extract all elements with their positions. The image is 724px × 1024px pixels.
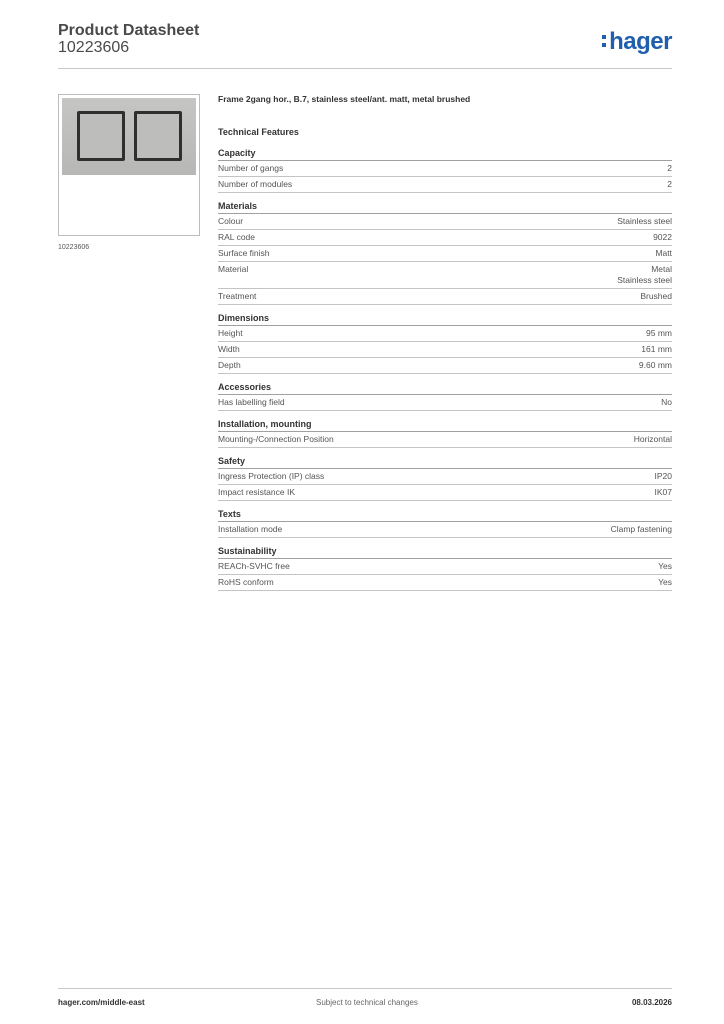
spec-group	[218, 201, 672, 305]
product-image	[62, 98, 196, 175]
logo-dots-icon	[602, 35, 607, 51]
spec-label: Height	[218, 328, 243, 338]
footer-date: 08.03.2026	[631, 998, 672, 1007]
spec-row	[218, 575, 672, 591]
spec-value	[640, 291, 672, 302]
spec-row	[218, 559, 672, 575]
spec-value-line: Stainless steel	[617, 216, 672, 226]
spec-value-line: IP20	[654, 471, 672, 481]
spec-value-line: 95 mm	[646, 328, 672, 338]
frame-opening-left	[77, 111, 125, 161]
spec-label: Mounting-/Connection Position	[218, 434, 334, 444]
spec-value	[641, 344, 672, 355]
document-title: Product Datasheet	[58, 22, 200, 39]
spec-value-line: 9022	[653, 232, 672, 242]
spec-value-line: Yes	[658, 577, 672, 587]
spec-row	[218, 469, 672, 485]
spec-value-line: Clamp fastening	[610, 524, 672, 534]
spec-value-line: Horizontal	[633, 434, 672, 444]
spec-group	[218, 456, 672, 501]
spec-value	[653, 232, 672, 243]
spec-value	[667, 179, 672, 190]
spec-row	[218, 214, 672, 230]
spec-label: Colour	[218, 216, 244, 226]
spec-group-title: Capacity	[218, 148, 672, 161]
spec-value-line: Matt	[655, 248, 672, 258]
spec-label: Surface finish	[218, 248, 270, 258]
spec-value-line: Brushed	[640, 291, 672, 301]
spec-row	[218, 395, 672, 411]
spec-row	[218, 432, 672, 448]
spec-value-line: No	[661, 397, 672, 407]
footer-website: hager.com/middle-east	[58, 998, 145, 1007]
spec-group	[218, 509, 672, 538]
hager-logo	[602, 28, 672, 56]
spec-value-line: 2	[667, 179, 672, 189]
spec-label: Width	[218, 344, 240, 354]
spec-row	[218, 485, 672, 501]
spec-row	[218, 246, 672, 262]
spec-group	[218, 148, 672, 193]
logo-text: hager	[609, 28, 672, 55]
spec-label: Treatment	[218, 291, 257, 301]
spec-value-line: 161 mm	[641, 344, 672, 354]
spec-row	[218, 289, 672, 305]
spec-value-line: Yes	[658, 561, 672, 571]
spec-value-line: IK07	[654, 487, 672, 497]
spec-value	[667, 163, 672, 174]
spec-label: REACh-SVHC free	[218, 561, 290, 571]
page-header	[58, 20, 672, 70]
spec-value	[639, 360, 672, 371]
spec-row	[218, 358, 672, 374]
spec-label: Number of gangs	[218, 163, 284, 173]
spec-label: Depth	[218, 360, 241, 370]
spec-group	[218, 419, 672, 448]
spec-value-line: Stainless steel	[617, 275, 672, 285]
spec-value	[655, 471, 673, 482]
frame-opening-right	[134, 111, 182, 161]
product-image-caption: 10223606	[58, 244, 90, 251]
spec-row	[218, 326, 672, 342]
spec-group	[218, 382, 672, 411]
spec-value-line: Metal	[651, 264, 672, 274]
spec-groups	[218, 148, 672, 591]
spec-row	[218, 161, 672, 177]
spec-value	[617, 216, 672, 227]
spec-value	[646, 328, 672, 339]
spec-value	[611, 524, 672, 535]
spec-group-title: Texts	[218, 509, 672, 522]
spec-label: Material	[218, 264, 249, 274]
spec-group-title: Dimensions	[218, 313, 672, 326]
spec-label: RAL code	[218, 232, 256, 242]
footer-divider	[58, 988, 672, 989]
spec-value-line: 9.60 mm	[638, 360, 672, 370]
spec-value	[658, 561, 672, 572]
spec-row	[218, 230, 672, 246]
header-divider	[58, 68, 672, 69]
spec-label: Number of modules	[218, 179, 293, 189]
spec-value	[661, 397, 672, 408]
spec-row	[218, 522, 672, 538]
spec-row	[218, 262, 672, 289]
spec-group	[218, 313, 672, 374]
spec-group-title: Materials	[218, 201, 672, 214]
spec-value	[655, 487, 673, 498]
spec-label: Installation mode	[218, 524, 283, 534]
spec-content	[218, 94, 672, 599]
technical-features-heading: Technical Features	[218, 127, 299, 137]
document-number: 10223606	[58, 39, 130, 56]
spec-value-line: 2	[667, 163, 672, 173]
spec-value	[617, 264, 672, 286]
spec-group-title: Sustainability	[218, 546, 672, 559]
product-name: Frame 2gang hor., B.7, stainless steel/ant. matt, metal brushed	[218, 94, 471, 104]
spec-label: RoHS conform	[218, 577, 274, 587]
spec-row	[218, 342, 672, 358]
spec-group-title: Accessories	[218, 382, 672, 395]
spec-value	[634, 434, 672, 445]
spec-group-title: Installation, mounting	[218, 419, 672, 432]
spec-row	[218, 177, 672, 193]
spec-label: Has labelling field	[218, 397, 285, 407]
footer-notice: Subject to technical changes	[316, 998, 418, 1007]
spec-group	[218, 546, 672, 591]
spec-value	[658, 577, 672, 588]
spec-label: Impact resistance IK	[218, 487, 296, 497]
spec-group-title: Safety	[218, 456, 672, 469]
spec-value	[655, 248, 672, 259]
product-image-box	[58, 94, 200, 236]
spec-label: Ingress Protection (IP) class	[218, 471, 325, 481]
